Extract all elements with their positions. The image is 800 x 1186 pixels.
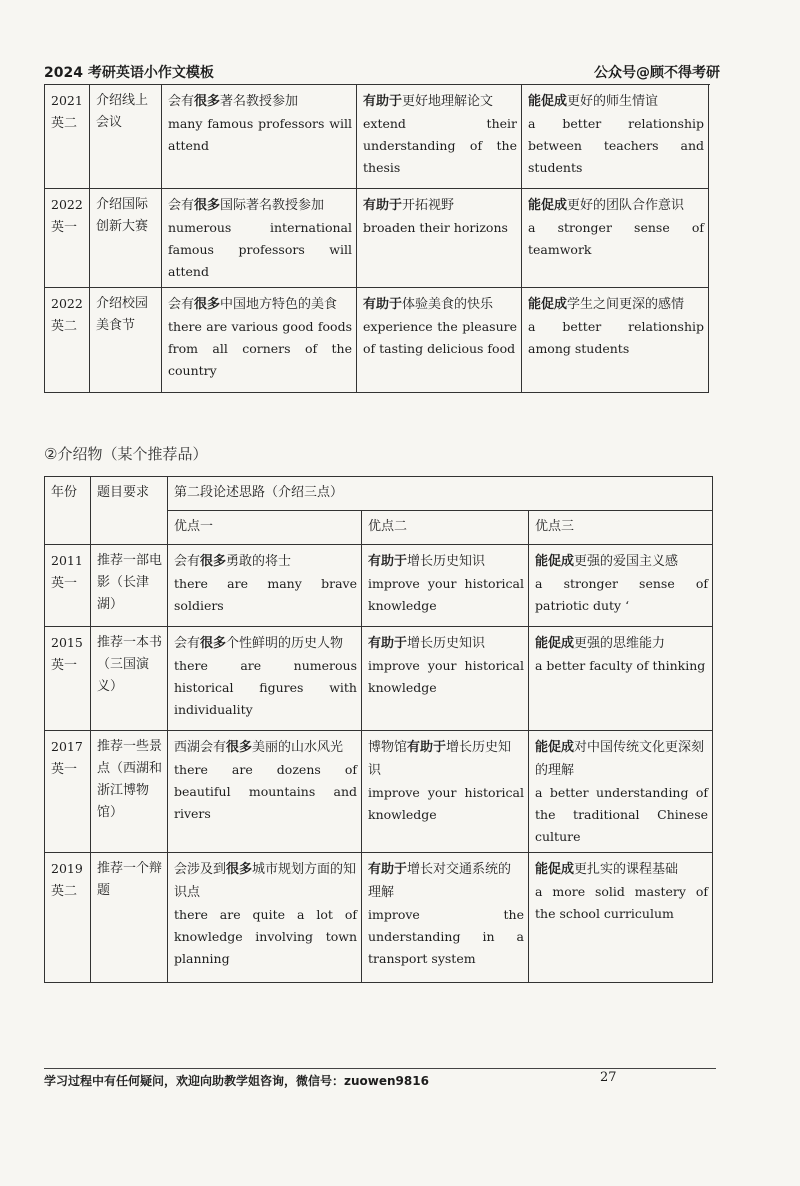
point1-cell [162,288,357,393]
column-header-year: 年份 [45,477,91,545]
point1-cell [168,853,362,983]
point-en: a more solid mastery of the school curriculum [535,884,709,921]
year-cell [45,545,91,627]
point2-cell [362,853,529,983]
point-cn: 能促成更好的团队合作意识 [528,198,685,213]
year-cell [45,731,91,853]
point2-cell [362,627,529,731]
year-cell [45,189,90,288]
section-title: ②介绍物（某个推荐品） [44,445,208,463]
header-title: 2024 考研英语小作文模板 [44,65,214,81]
point-cn: 有助于增长历史知识 [368,554,486,569]
column-header-point3: 优点三 [529,511,713,545]
year: 2011 [51,553,83,568]
point-en: there are numerous historical figures with individuality [174,658,357,717]
point-en: broaden their horizons [363,220,508,235]
table-row [45,545,713,627]
point1-cell [162,85,357,189]
column-header-point2: 优点二 [362,511,529,545]
table-row [45,731,713,853]
point3-cell [522,189,709,288]
year: 2022 [51,197,83,212]
topic-cell: 介绍校园美食节 [90,288,162,393]
page-number: 27 [600,1070,617,1085]
point2-cell [357,189,522,288]
year-cell [45,853,91,983]
point-en: a stronger sense of patriotic duty ‘ [535,576,709,613]
column-header-point1: 优点一 [168,511,362,545]
exam-type: 英二 [51,116,78,131]
point-cn: 会有很多个性鲜明的历史人物 [174,636,344,651]
point-cn: 有助于开拓视野 [363,198,455,213]
point-cn: 能促成学生之间更深的感情 [528,297,685,312]
point-en: there are various good foods from all corners of the country [168,319,352,378]
point2-cell [362,545,529,627]
point3-cell [522,85,709,189]
exam-type: 英一 [51,576,78,591]
point1-cell [168,545,362,627]
topic-cell: 推荐一本书（三国演义） [91,627,168,731]
point-cn: 能促成更扎实的课程基础 [535,862,679,877]
header-account: 公众号@顾不得考研 [594,65,720,81]
topic-cell: 推荐一部电影（长津湖） [91,545,168,627]
exam-type: 英二 [51,319,78,334]
year: 2021 [51,93,83,108]
point-en: extend their understanding of the thesis [363,116,517,175]
point-en: a better relationship between teachers and students [528,116,704,175]
point3-cell [529,627,713,731]
point-en: there are dozens of beautiful mountains and rivers [174,762,357,821]
year: 2015 [51,635,83,650]
column-header-topic: 题目要求 [91,477,168,545]
topic-cell: 推荐一个辩题 [91,853,168,983]
exam-type: 英二 [51,884,78,899]
year: 2019 [51,861,83,876]
table-header-row [45,477,713,511]
footer-divider [44,1068,716,1069]
year: 2017 [51,739,83,754]
point-en: a stronger sense of teamwork [528,220,704,257]
table-row [45,853,713,983]
topic-cell: 推荐一些景点（西湖和浙江博物馆） [91,731,168,853]
table-row [45,627,713,731]
point-cn: 有助于增长历史知识 [368,636,486,651]
point-cn: 能促成更强的爱国主义感 [535,554,679,569]
point-cn: 能促成对中国传统文化更深刻的理解 [535,740,705,778]
point-cn: 会有很多著名教授参加 [168,94,299,109]
point-en: a better relationship among students [528,319,704,356]
point2-cell [357,85,522,189]
point-en: improve the understanding in a transport system [368,907,524,966]
footer-note: 学习过程中有任何疑问，欢迎向助教学姐咨询，微信号：zuowen9816 [44,1074,429,1088]
point-cn: 西湖会有很多美丽的山水风光 [174,740,344,755]
point-en: a better faculty of thinking [535,658,706,673]
table-row [45,85,709,189]
point3-cell [522,288,709,393]
point-cn: 博物馆有助于增长历史知识 [368,740,512,778]
point1-cell [168,627,362,731]
point-cn: 有助于增长对交通系统的理解 [368,862,512,900]
point-en: numerous international famous professors will attend [168,220,352,279]
point-cn: 会有很多勇敢的将士 [174,554,292,569]
point-en: experience the pleasure of tasting delicious food [363,319,517,356]
exam-type: 英一 [51,762,78,777]
point-en: many famous professors will attend [168,116,352,153]
point-en: there are quite a lot of knowledge involving town planning [174,907,357,966]
recommendation-table [44,476,713,983]
year-cell [45,288,90,393]
point-en: a better understanding of the traditional Chinese culture [535,785,709,844]
point3-cell [529,853,713,983]
table-row [45,288,709,393]
point-en: improve your historical knowledge [368,785,524,822]
point-cn: 会有很多中国地方特色的美食 [168,297,338,312]
point-cn: 会有很多国际著名教授参加 [168,198,325,213]
point-cn: 会涉及到很多城市规划方面的知识点 [174,862,357,900]
point3-cell [529,545,713,627]
exam-type: 英一 [51,658,78,673]
year-cell [45,627,91,731]
point3-cell [529,731,713,853]
point2-cell [362,731,529,853]
point2-cell [357,288,522,393]
table-row [45,189,709,288]
topic-cell: 介绍线上会议 [90,85,162,189]
year: 2022 [51,296,83,311]
point-en: there are many brave soldiers [174,576,357,613]
point-cn: 能促成更好的师生情谊 [528,94,659,109]
events-table [44,84,709,393]
point-en: improve your historical knowledge [368,576,524,613]
point1-cell [168,731,362,853]
exam-type: 英一 [51,220,78,235]
point1-cell [162,189,357,288]
topic-cell: 介绍国际创新大赛 [90,189,162,288]
page-header [44,62,720,84]
column-header-points: 第二段论述思路（介绍三点） [168,477,713,511]
point-cn: 有助于体验美食的快乐 [363,297,494,312]
point-cn: 有助于更好地理解论文 [363,94,494,109]
year-cell [45,85,90,189]
point-en: improve your historical knowledge [368,658,524,695]
point-cn: 能促成更强的思维能力 [535,636,666,651]
